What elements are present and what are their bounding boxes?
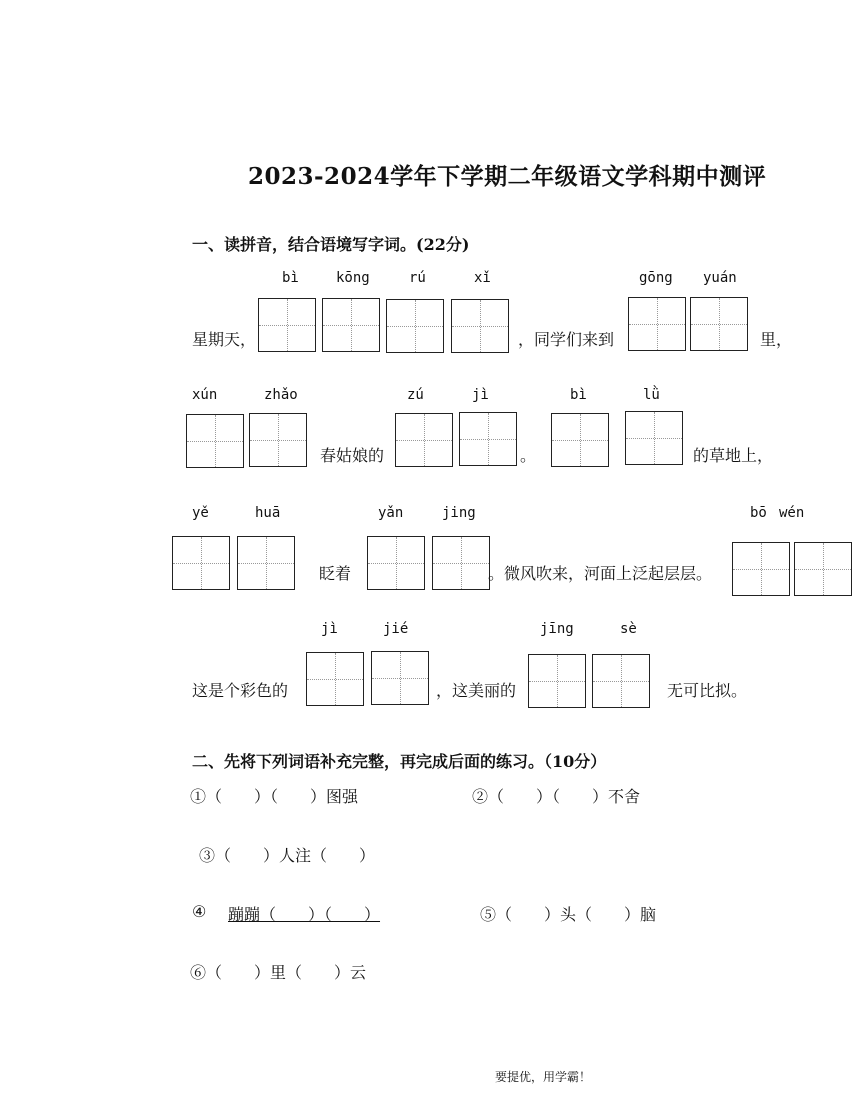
sentence-text: 。 xyxy=(520,446,537,465)
writing-box[interactable] xyxy=(592,654,650,708)
pinyin: zhǎo xyxy=(264,387,298,403)
idiom-item: ①（ ）（ ）图强 xyxy=(190,787,359,806)
writing-box[interactable] xyxy=(172,536,230,590)
sentence-text: 。微风吹来，河面上泛起层层。 xyxy=(488,564,713,583)
sentence-text: 里， xyxy=(760,330,793,349)
sentence-text: 的草地上， xyxy=(693,446,774,465)
idiom-item: ⑤（ ）头（ ）脑 xyxy=(480,905,657,924)
section1-heading: 一、读拼音，结合语境写字词。(22分) xyxy=(192,235,470,254)
writing-box[interactable] xyxy=(371,651,429,705)
pinyin: huā xyxy=(255,505,281,521)
writing-box[interactable] xyxy=(451,299,509,353)
pinyin: jīng xyxy=(540,621,574,637)
sentence-text: 星期天， xyxy=(192,330,257,349)
pinyin: jì xyxy=(321,621,338,637)
section2-heading: 二、先将下列词语补充完整，再完成后面的练习。（10分） xyxy=(192,752,607,771)
pinyin: sè xyxy=(620,621,637,637)
writing-box[interactable] xyxy=(528,654,586,708)
pinyin: yuán xyxy=(703,270,737,286)
writing-box[interactable] xyxy=(249,413,307,467)
sentence-text: ，这美丽的 xyxy=(436,681,517,700)
idiom-item: ⑥（ ）里（ ）云 xyxy=(190,963,367,982)
idiom-item-number: ④ xyxy=(192,902,207,921)
writing-box[interactable] xyxy=(690,297,748,351)
pinyin: jì xyxy=(472,387,489,403)
pinyin: bì xyxy=(282,270,299,286)
writing-box[interactable] xyxy=(306,652,364,706)
pinyin: yǎn xyxy=(378,505,404,521)
idiom-item: ②（ ）（ ）不舍 xyxy=(472,787,641,806)
footer-slogan: 要提优，用学霸！ xyxy=(495,1070,592,1084)
pinyin: bì xyxy=(570,387,587,403)
writing-box[interactable] xyxy=(237,536,295,590)
pinyin: jing xyxy=(442,505,476,521)
pinyin: rú xyxy=(409,270,426,286)
writing-box[interactable] xyxy=(367,536,425,590)
sentence-text: 眨着 xyxy=(319,564,352,583)
pinyin: zú xyxy=(407,387,424,403)
writing-box[interactable] xyxy=(459,412,517,466)
writing-box[interactable] xyxy=(432,536,490,590)
idiom-item: ③（ ）人注（ ） xyxy=(199,846,376,865)
writing-box[interactable] xyxy=(628,297,686,351)
writing-box[interactable] xyxy=(395,413,453,467)
pinyin: gōng xyxy=(639,270,673,286)
writing-box[interactable] xyxy=(625,411,683,465)
writing-box[interactable] xyxy=(794,542,852,596)
idiom-item: 蹦蹦（ ）（ ） xyxy=(228,905,381,924)
writing-box[interactable] xyxy=(732,542,790,596)
pinyin: lǜ xyxy=(643,387,660,403)
sentence-text: 这是个彩色的 xyxy=(192,681,289,700)
writing-box[interactable] xyxy=(258,298,316,352)
writing-box[interactable] xyxy=(186,414,244,468)
sentence-text: ，同学们来到 xyxy=(518,330,615,349)
pinyin: jié xyxy=(383,621,409,637)
writing-box[interactable] xyxy=(322,298,380,352)
pinyin: kōng xyxy=(336,270,370,286)
page-title: 2023-2024学年下学期二年级语文学科期中测评 xyxy=(248,163,767,190)
sentence-text: 春姑娘的 xyxy=(320,446,385,465)
writing-box[interactable] xyxy=(386,299,444,353)
pinyin: yě xyxy=(192,505,209,521)
pinyin: xǐ xyxy=(474,270,491,286)
pinyin: xún xyxy=(192,387,218,403)
writing-box[interactable] xyxy=(551,413,609,467)
sentence-text: 无可比拟。 xyxy=(667,681,748,700)
pinyin: bō xyxy=(750,505,767,521)
pinyin: wén xyxy=(779,505,805,521)
